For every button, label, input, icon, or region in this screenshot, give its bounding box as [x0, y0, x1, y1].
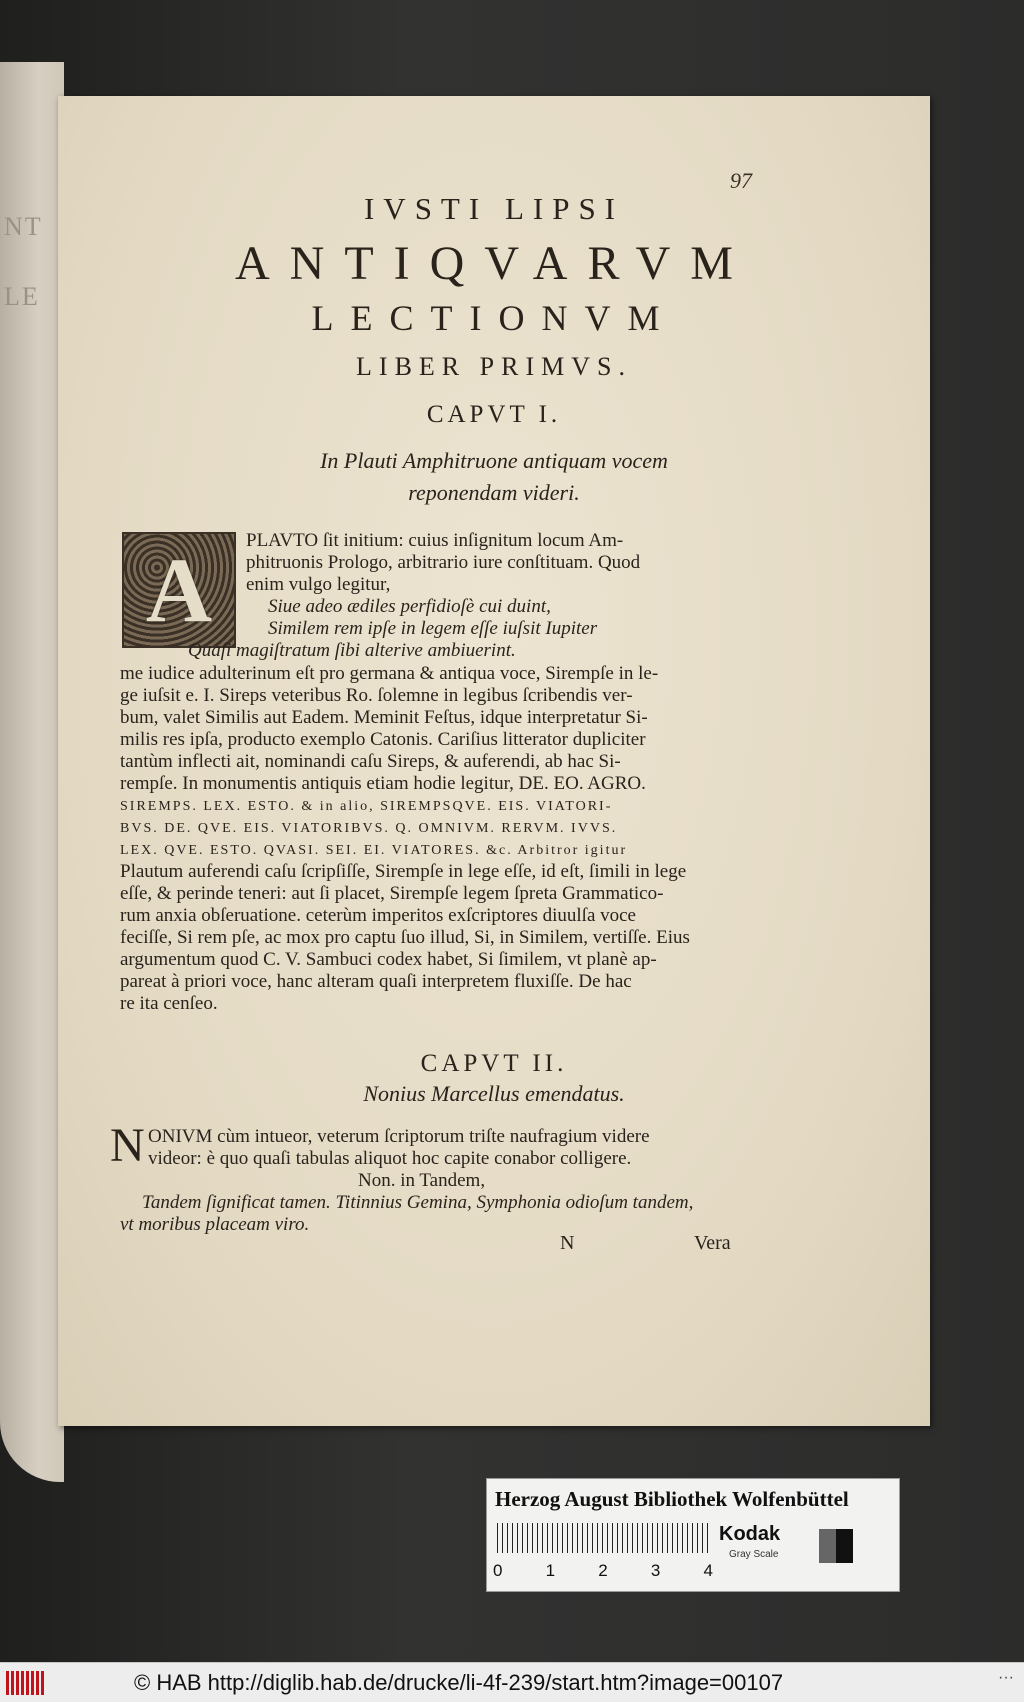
quote-line: vt moribus placeam viro.: [120, 1214, 310, 1235]
text-line: videor: è quo quaſi tabulas aliquot hoc capite conabor colligere.: [148, 1148, 632, 1169]
text-line: enim vulgo legitur,: [246, 574, 391, 595]
scale-label: 2: [598, 1561, 608, 1580]
gray-swatch: [819, 1529, 853, 1563]
previous-page-edge: NT LE: [0, 62, 64, 1482]
body-line: rempſe. In monumentis antiquis etiam hodie legitur, DE. EO. AGRO.: [120, 773, 646, 794]
library-name: Herzog August Bibliothek Wolfenbüttel: [495, 1487, 849, 1511]
book-number: LIBER PRIMVS.: [356, 352, 632, 381]
body-line: ge iuſsit e. I. Sireps veteribus Ro. ſolemne in legibus ſcribendis ver-: [120, 685, 633, 706]
body-line: bum, valet Similis aut Eadem. Meminit Feſtus, idque interpretatur Si-: [120, 707, 648, 728]
scale-ruler: [497, 1523, 709, 1553]
chapter-1-heading-line-2: reponendam videri.: [408, 480, 580, 505]
hab-logo-icon[interactable]: [6, 1671, 46, 1695]
body-line: eſſe, & perinde teneri: aut ſi placet, Sirempſe legem ſpreta Grammatico-: [120, 883, 664, 904]
body-line: pareat à priori voce, hanc alteram quaſi interpretem fluxiſſe. De hac: [120, 971, 632, 992]
verse-line: Siue adeo ædiles perfidioſè cui duint,: [268, 596, 551, 617]
text-line: ONIVM cùm intueor, veterum ſcriptorum triſte naufragium videre: [148, 1126, 650, 1147]
body-line: SIREMPS. LEX. ESTO. & in alio, SIREMPSQVE. EIS. VIATORI-: [120, 799, 613, 814]
color-calibration-card: [486, 1478, 900, 1592]
kodak-logo: Kodak: [719, 1523, 781, 1545]
text-line: PLAVTO ſit initium: cuius inſignitum locum Am-: [246, 530, 624, 551]
text-line: phitruonis Prologo, arbitrario iure conſtituam. Quod: [246, 552, 641, 573]
chapter-2-initial: N: [110, 1119, 145, 1172]
scale-labels: [493, 1561, 713, 1581]
text-line: Non. in Tandem,: [358, 1170, 486, 1191]
author-line: IVSTI LIPSI: [363, 191, 625, 226]
book-page: [58, 96, 930, 1426]
body-line: re ita cenſeo.: [120, 993, 218, 1014]
viewer-footer: [0, 1662, 1024, 1702]
chapter-2-heading: Nonius Marcellus emendatus.: [363, 1081, 625, 1106]
body-line: BVS. DE. QVE. EIS. VIATORIBVS. Q. OMNIVM. RERVM. IVVS.: [120, 821, 618, 836]
verse-line: Quaſi magiſtratum ſibi alterive ambiuerint.: [188, 640, 516, 661]
body-line: argumentum quod C. V. Sambuci codex habet, Si ſimilem, vt planè ap-: [120, 949, 657, 970]
title-line-1: ANTIQVARVM: [235, 237, 753, 290]
chapter-2-number: CAPVT II.: [420, 1050, 568, 1077]
copyright-url[interactable]: © HAB http://diglib.hab.de/drucke/li-4f-239/start.htm?image=00107: [134, 1670, 784, 1695]
ornamental-initial: [122, 532, 236, 648]
body-line: tantùm inflecti ait, nominandi caſu Sireps, & auferendi, ab hac Si-: [120, 751, 621, 772]
scale-label: 4: [703, 1561, 713, 1580]
more-icon[interactable]: ···: [998, 1669, 1014, 1686]
gray-scale-label: Gray Scale: [729, 1549, 779, 1560]
body-line: rum anxia obſeruatione. ceterùm imperitos exſcriptores diuulſa voce: [120, 905, 636, 926]
title-line-2: LECTIONVM: [311, 298, 677, 338]
verse-line: Similem rem ipſe in legem eſſe iuſsit Iupiter: [268, 618, 598, 639]
scale-label: 3: [650, 1561, 661, 1580]
body-line: LEX. QVE. ESTO. QVASI. SEI. EI. VIATORES. &c. Arbitror igitur: [120, 843, 628, 858]
scale-label: 0: [493, 1561, 503, 1580]
ornamental-initial-letter: A: [145, 539, 213, 641]
page-number: 97: [730, 168, 752, 193]
body-line: milis res ipſa, producto exemplo Catonis. Cariſius litterator dupliciter: [120, 729, 646, 750]
chapter-1-number: CAPVT I.: [426, 401, 562, 428]
scale-label: 1: [545, 1561, 556, 1580]
body-line: Plautum auferendi caſu ſcripſiſſe, Sirempſe in lege eſſe, id eſt, ſimili in lege: [120, 861, 687, 882]
body-line: me iudice adulterinum eſt pro germana & antiqua voce, Sirempſe in le-: [120, 663, 659, 684]
body-line: feciſſe, Si rem pſe, ac mox pro captu ſuo illud, Si, in Similem, vertiſſe. Eius: [120, 927, 690, 948]
quote-line: Tandem ſignificat tamen. Titinnius Gemina, Symphonia odioſum tandem,: [142, 1192, 694, 1213]
signature-mark: N: [560, 1232, 575, 1254]
catchword: Vera: [694, 1232, 731, 1254]
chapter-1-heading-line-1: In Plauti Amphitruone antiquam vocem: [320, 448, 668, 473]
